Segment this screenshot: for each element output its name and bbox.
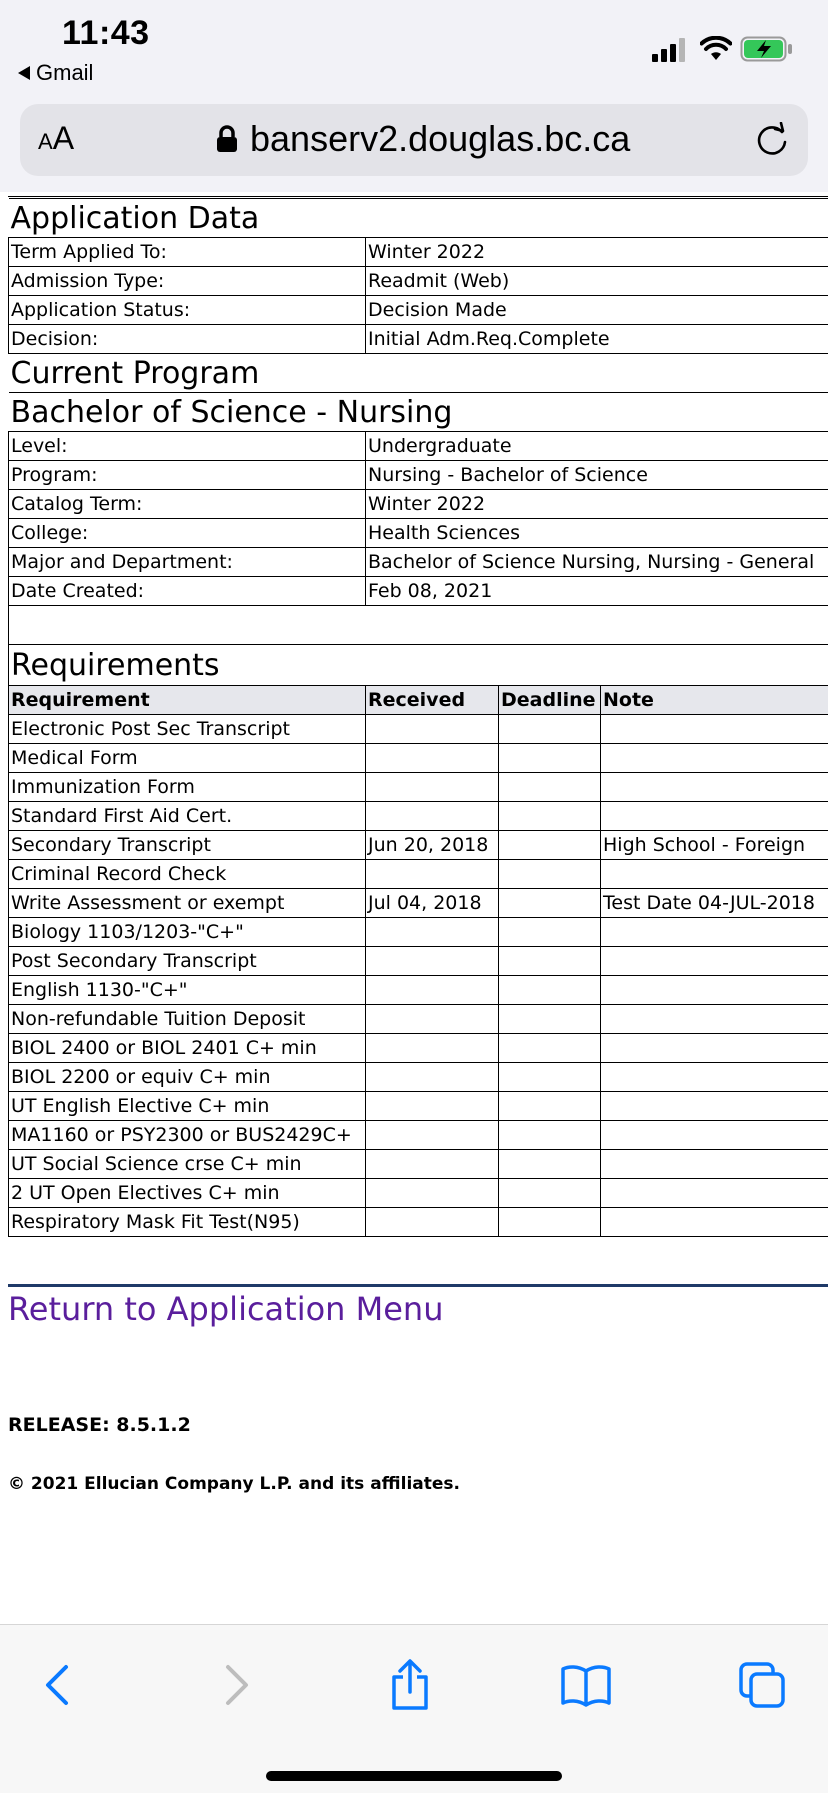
- requirement-cell: Standard First Aid Cert.: [9, 802, 366, 831]
- footer-divider: [8, 1284, 828, 1287]
- table-row: [9, 1063, 828, 1092]
- received-cell: [366, 1063, 499, 1092]
- received-cell: [366, 1208, 499, 1237]
- note-cell: [601, 802, 828, 831]
- home-indicator: [266, 1771, 562, 1781]
- requirement-cell: Write Assessment or exempt: [9, 889, 366, 918]
- field-label: Program:: [9, 461, 366, 490]
- wifi-icon: [700, 36, 732, 62]
- field-value: Feb 08, 2021: [366, 577, 828, 606]
- note-cell: [601, 1121, 828, 1150]
- table-row: [9, 432, 828, 461]
- note-cell: [601, 744, 828, 773]
- copyright-text: © 2021 Ellucian Company L.P. and its affiliates.: [8, 1474, 460, 1494]
- requirement-cell: MA1160 or PSY2300 or BUS2429C+: [9, 1121, 366, 1150]
- table-row: [9, 802, 828, 831]
- received-cell: [366, 802, 499, 831]
- table-row: [9, 325, 828, 354]
- status-bar: [0, 0, 828, 96]
- deadline-cell: [499, 1034, 601, 1063]
- forward-button[interactable]: [206, 1655, 266, 1715]
- field-value: Nursing - Bachelor of Science: [366, 461, 828, 490]
- back-icon: [40, 1663, 76, 1707]
- field-label: Level:: [9, 432, 366, 461]
- deadline-cell: [499, 715, 601, 744]
- requirements-header-row: [9, 686, 828, 715]
- received-cell: Jul 04, 2018: [366, 889, 499, 918]
- bookmarks-icon: [560, 1663, 612, 1707]
- spacer-row: [9, 606, 828, 645]
- deadline-cell: [499, 860, 601, 889]
- requirement-cell: Non-refundable Tuition Deposit: [9, 1005, 366, 1034]
- note-cell: [601, 1063, 828, 1092]
- note-cell: [601, 1179, 828, 1208]
- received-cell: [366, 1150, 499, 1179]
- release-version: RELEASE: 8.5.1.2: [8, 1414, 191, 1436]
- field-label: College:: [9, 519, 366, 548]
- note-cell: [601, 715, 828, 744]
- field-label: Decision:: [9, 325, 366, 354]
- field-value: Health Sciences: [366, 519, 828, 548]
- received-cell: [366, 773, 499, 802]
- note-cell: [601, 1034, 828, 1063]
- back-to-app-button[interactable]: [18, 60, 93, 86]
- deadline-cell: [499, 918, 601, 947]
- deadline-cell: [499, 1150, 601, 1179]
- deadline-cell: [499, 1121, 601, 1150]
- received-cell: [366, 947, 499, 976]
- back-app-label: Gmail: [36, 60, 93, 86]
- requirement-cell: UT English Elective C+ min: [9, 1092, 366, 1121]
- note-cell: [601, 1092, 828, 1121]
- requirement-cell: Biology 1103/1203-"C+": [9, 918, 366, 947]
- field-value: Initial Adm.Req.Complete: [366, 325, 828, 354]
- note-cell: [601, 918, 828, 947]
- table-row: [9, 1005, 828, 1034]
- text-size-button[interactable]: AA: [38, 120, 74, 157]
- received-cell: Jun 20, 2018: [366, 831, 499, 860]
- received-cell: [366, 744, 499, 773]
- table-row: [9, 1150, 828, 1179]
- received-cell: [366, 1121, 499, 1150]
- requirement-cell: Medical Form: [9, 744, 366, 773]
- return-to-application-menu-link[interactable]: Return to Application Menu: [8, 1290, 443, 1328]
- requirement-cell: 2 UT Open Electives C+ min: [9, 1179, 366, 1208]
- back-button[interactable]: [28, 1655, 88, 1715]
- battery-charging-icon: [740, 36, 794, 62]
- field-label: Major and Department:: [9, 548, 366, 577]
- table-row: [9, 548, 828, 577]
- bookmarks-button[interactable]: [556, 1655, 616, 1715]
- requirement-cell: Secondary Transcript: [9, 831, 366, 860]
- tabs-icon: [738, 1661, 786, 1709]
- table-row: [9, 1034, 828, 1063]
- page-content: [0, 192, 828, 1624]
- note-cell: [601, 976, 828, 1005]
- table-row: [9, 296, 828, 325]
- column-header-requirement: Requirement: [9, 686, 366, 715]
- top-divider: [8, 196, 828, 197]
- column-header-deadline: Deadline: [499, 686, 601, 715]
- deadline-cell: [499, 1092, 601, 1121]
- forward-icon: [218, 1663, 254, 1707]
- deadline-cell: [499, 1005, 601, 1034]
- deadline-cell: [499, 1063, 601, 1092]
- table-row: [9, 947, 828, 976]
- table-row: [9, 773, 828, 802]
- deadline-cell: [499, 1208, 601, 1237]
- requirement-cell: Criminal Record Check: [9, 860, 366, 889]
- field-value: Winter 2022: [366, 490, 828, 519]
- table-row: [9, 744, 828, 773]
- lock-icon: [216, 125, 238, 153]
- deadline-cell: [499, 802, 601, 831]
- requirement-cell: BIOL 2200 or equiv C+ min: [9, 1063, 366, 1092]
- url-text: banserv2.douglas.bc.ca: [250, 118, 630, 160]
- table-row: [9, 715, 828, 744]
- field-value: Decision Made: [366, 296, 828, 325]
- note-cell: [601, 1208, 828, 1237]
- note-cell: [601, 947, 828, 976]
- table-row: [9, 1092, 828, 1121]
- requirement-cell: Electronic Post Sec Transcript: [9, 715, 366, 744]
- deadline-cell: [499, 773, 601, 802]
- reload-icon[interactable]: [754, 122, 790, 158]
- table-row: [9, 1208, 828, 1237]
- current-program-heading: Current Program: [9, 354, 828, 393]
- table-row: [9, 577, 828, 606]
- field-label: Admission Type:: [9, 267, 366, 296]
- deadline-cell: [499, 831, 601, 860]
- table-row: [9, 238, 828, 267]
- address-bar[interactable]: [20, 104, 808, 176]
- deadline-cell: [499, 1179, 601, 1208]
- note-cell: [601, 1150, 828, 1179]
- table-row: [9, 490, 828, 519]
- received-cell: [366, 715, 499, 744]
- requirement-cell: UT Social Science crse C+ min: [9, 1150, 366, 1179]
- table-row: [9, 889, 828, 918]
- table-row: [9, 1121, 828, 1150]
- table-row: [9, 918, 828, 947]
- table-row: [9, 267, 828, 296]
- cellular-signal-icon: [652, 38, 688, 62]
- url-display[interactable]: [216, 118, 630, 160]
- table-row: [9, 519, 828, 548]
- requirement-cell: Respiratory Mask Fit Test(N95): [9, 1208, 366, 1237]
- field-label: Catalog Term:: [9, 490, 366, 519]
- note-cell: Test Date 04-JUL-2018: [601, 889, 828, 918]
- column-header-note: Note: [601, 686, 828, 715]
- table-row: [9, 976, 828, 1005]
- table-row: [9, 831, 828, 860]
- field-label: Application Status:: [9, 296, 366, 325]
- received-cell: [366, 918, 499, 947]
- received-cell: [366, 1005, 499, 1034]
- browser-chrome: [0, 96, 828, 192]
- table-row: [9, 860, 828, 889]
- status-time: 11:43: [62, 14, 150, 53]
- received-cell: [366, 1034, 499, 1063]
- note-cell: [601, 1005, 828, 1034]
- share-icon: [388, 1659, 432, 1711]
- received-cell: [366, 860, 499, 889]
- requirement-cell: English 1130-"C+": [9, 976, 366, 1005]
- back-triangle-icon: [18, 66, 30, 80]
- column-header-received: Received: [366, 686, 499, 715]
- field-label: Date Created:: [9, 577, 366, 606]
- share-button[interactable]: [380, 1655, 440, 1715]
- application-table: [8, 198, 828, 1237]
- requirement-cell: Post Secondary Transcript: [9, 947, 366, 976]
- deadline-cell: [499, 889, 601, 918]
- table-row: [9, 1179, 828, 1208]
- table-row: [9, 461, 828, 490]
- requirement-cell: BIOL 2400 or BIOL 2401 C+ min: [9, 1034, 366, 1063]
- field-value: Winter 2022: [366, 238, 828, 267]
- requirements-heading: Requirements: [9, 645, 828, 686]
- tabs-button[interactable]: [732, 1655, 792, 1715]
- note-cell: [601, 860, 828, 889]
- received-cell: [366, 1179, 499, 1208]
- field-value: Undergraduate: [366, 432, 828, 461]
- deadline-cell: [499, 744, 601, 773]
- application-data-heading: Application Data: [9, 199, 828, 238]
- browser-toolbar: [0, 1624, 828, 1793]
- deadline-cell: [499, 976, 601, 1005]
- note-cell: [601, 773, 828, 802]
- deadline-cell: [499, 947, 601, 976]
- received-cell: [366, 1092, 499, 1121]
- received-cell: [366, 976, 499, 1005]
- field-value: Bachelor of Science Nursing, Nursing - General: [366, 548, 828, 577]
- field-label: Term Applied To:: [9, 238, 366, 267]
- requirement-cell: Immunization Form: [9, 773, 366, 802]
- program-name-heading: Bachelor of Science - Nursing: [9, 393, 828, 432]
- field-value: Readmit (Web): [366, 267, 828, 296]
- note-cell: High School - Foreign: [601, 831, 828, 860]
